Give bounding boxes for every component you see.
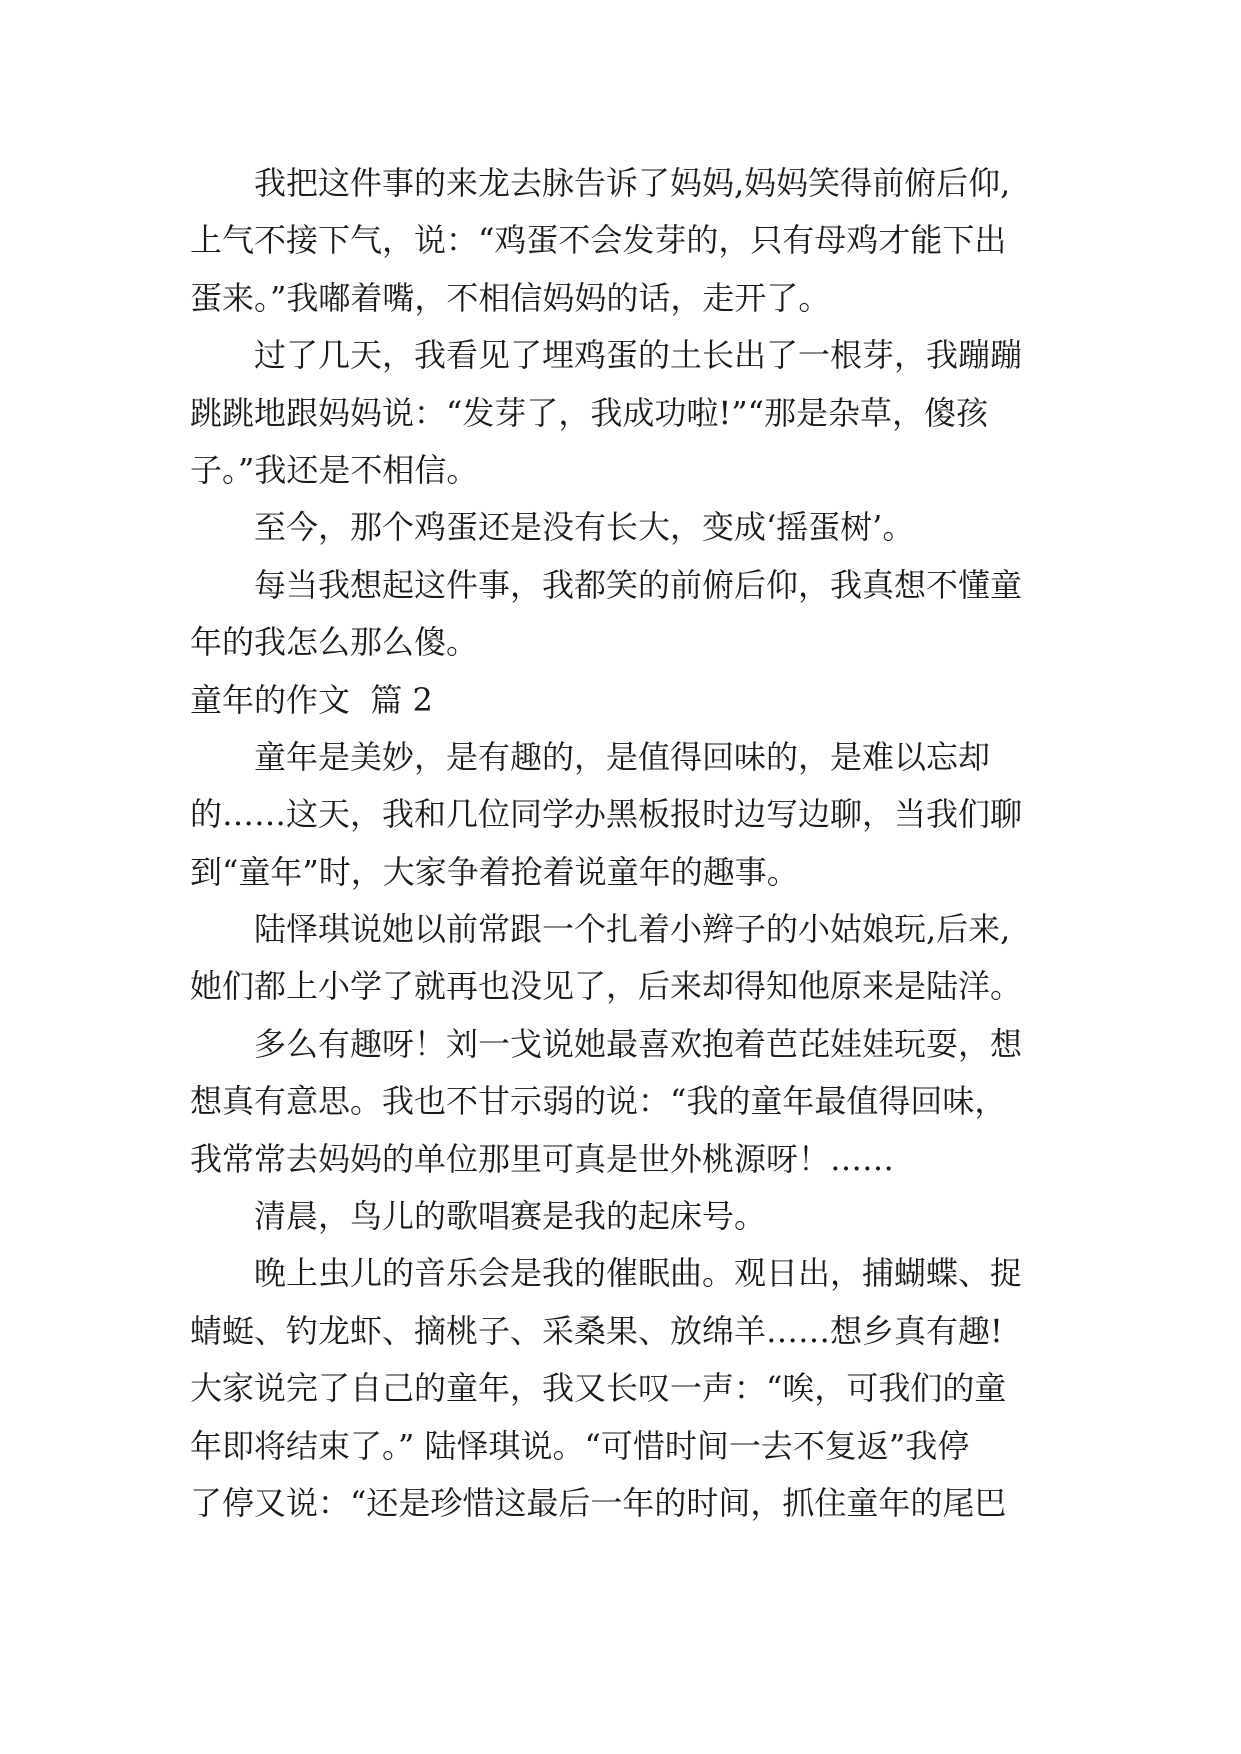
text-line: 她们都上小学了就再也没见了，后来却得知他原来是陆洋。: [190, 967, 1023, 1006]
section-heading: 童年的作文 篇 2: [190, 680, 433, 719]
text-line: 上气不接下气，说：“鸡蛋不会发芽的，只有母鸡才能下出: [190, 221, 1007, 260]
text-line: 晚上虫儿的音乐会是我的催眠曲。观日出，捕蝴蝶、捉: [254, 1254, 1023, 1293]
text-line: 蜻蜓、钓龙虾、摘桃子、采桑果、放绵羊……想乡真有趣!: [190, 1311, 1003, 1350]
text-line: 每当我想起这件事，我都笑的前俯后仰，我真想不懂童: [254, 565, 1023, 604]
text-line: 我常常去妈妈的单位那里可真是世外桃源呀！……: [190, 1139, 895, 1178]
text-line: 大家说完了自己的童年，我又长叹一声：“唉，可我们的童: [190, 1369, 1007, 1408]
text-line: 了停又说：“还是珍惜这最后一年的时间，抓住童年的尾巴: [190, 1483, 1007, 1522]
text-line: 至今，那个鸡蛋还是没有长大，变成‘摇蛋树’。: [254, 508, 915, 547]
text-line: 多么有趣呀！刘一戈说她最喜欢抱着芭芘娃娃玩耍，想: [254, 1024, 1023, 1063]
text-line: 年即将结束了。” 陆怿琪说。“可惜时间一去不复返”我停: [190, 1426, 970, 1465]
essay-body: [190, 155, 1090, 1532]
text-line: 年的我怎么那么傻。: [190, 623, 479, 662]
text-line: 子。”我还是不相信。: [190, 450, 479, 489]
text-line: 跳跳地跟妈妈说：“发芽了，我成功啦!”“那是杂草，傻孩: [190, 393, 988, 432]
text-line: 清晨，鸟儿的歌唱赛是我的起床号。: [254, 1197, 767, 1236]
text-line: 的……这天，我和几位同学办黑板报时边写边聊，当我们聊: [190, 795, 1023, 834]
text-line: 想真有意思。我也不甘示弱的说：“我的童年最值得回味，: [190, 1082, 1007, 1121]
text-line: 到“童年”时，大家争着抢着说童年的趣事。: [190, 852, 799, 891]
text-line: 我把这件事的来龙去脉告诉了妈妈,妈妈笑得前俯后仰,: [254, 164, 1011, 202]
text-line: 陆怿琪说她以前常跟一个扎着小辫子的小姑娘玩,后来,: [254, 910, 1011, 949]
text-line: 蛋来。”我嘟着嘴，不相信妈妈的话，走开了。: [190, 278, 831, 317]
text-line: 过了几天，我看见了埋鸡蛋的土长出了一根芽，我蹦蹦: [254, 336, 1023, 375]
text-line: 童年是美妙，是有趣的，是值得回味的，是难以忘却: [254, 737, 991, 776]
